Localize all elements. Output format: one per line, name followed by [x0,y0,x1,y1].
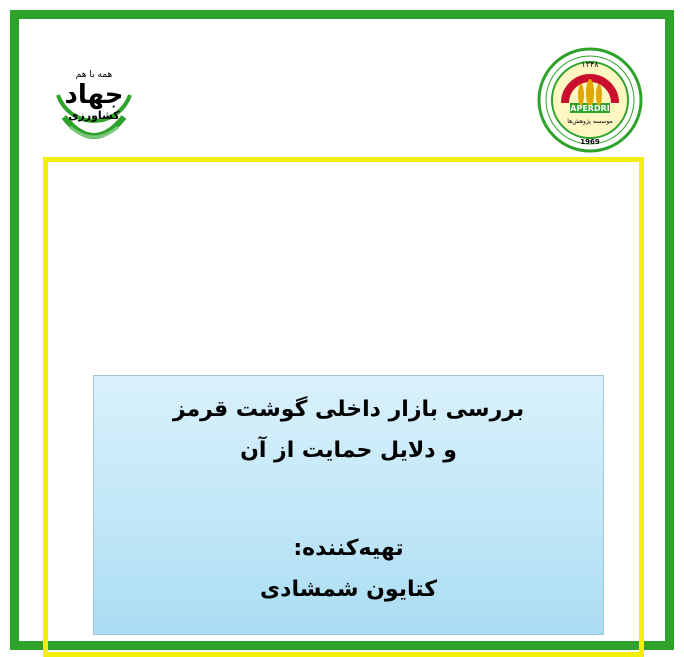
author-name: کتایون شمشادی [259,577,437,602]
author-label: تهیه‌کننده: [293,536,404,561]
right-logo-acronym: APERDRI [570,104,610,113]
report-title-line-1: بررسی بازار داخلی گوشت قرمز [172,397,525,422]
right-logo-year-en: 1969 [580,138,600,146]
left-logo-top-text: همه با هم [75,70,113,80]
left-logo-sub-text: کشاورزی [68,109,120,122]
right-logo-year-fa: ۱۳۴۸ [581,60,599,69]
title-box [93,375,604,635]
left-logo-main-text: جهاد [64,80,124,110]
aperdri-seal-logo [535,45,645,155]
right-logo-name-fa: موسسه پژوهش‌ها [567,118,613,125]
jihad-keshavarzi-logo [44,55,144,155]
report-title-line-2: و دلایل حمایت از آن [240,438,457,463]
